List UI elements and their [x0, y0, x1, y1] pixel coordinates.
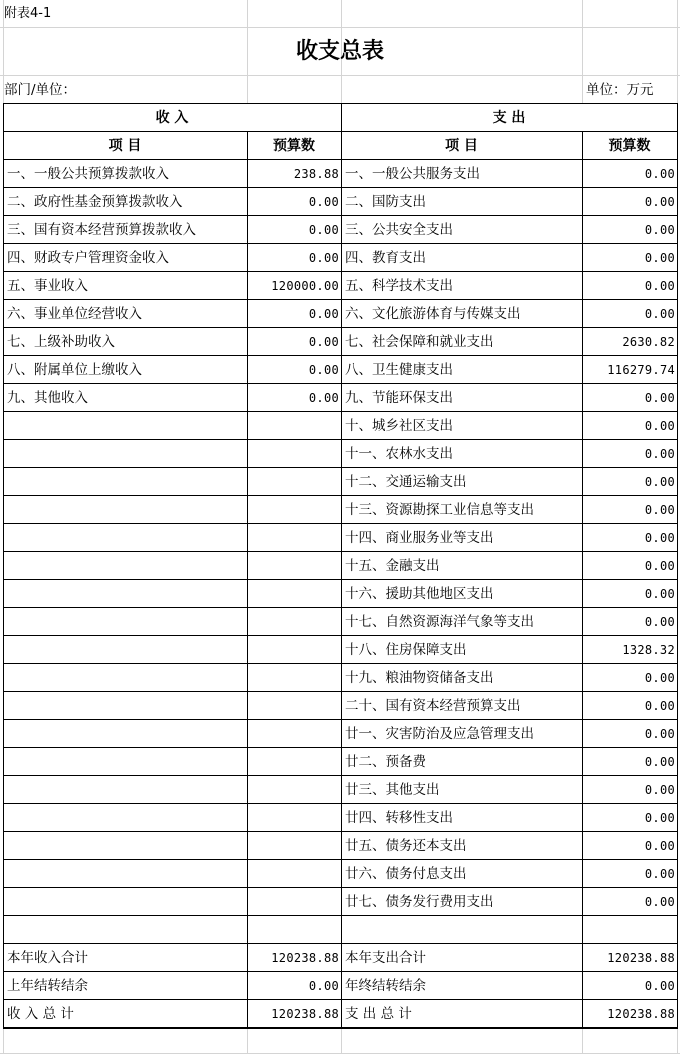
gridline-faint [677, 1026, 678, 1054]
income-item-label: 六、事业单位经营收入 [7, 306, 142, 322]
summary-expense-value: 0.00 [644, 979, 675, 993]
income-item-value: 0.00 [308, 223, 339, 237]
expense-item-value: 0.00 [644, 391, 675, 405]
expense-item-label: 十四、商业服务业等支出 [345, 530, 494, 546]
expense-item-label: 二、国防支出 [345, 194, 426, 210]
income-item-label: 四、财政专户管理资金收入 [7, 250, 169, 266]
income-item-label: 二、政府性基金预算拨款收入 [7, 194, 183, 210]
summary-expense-label: 支 出 总 计 [345, 1006, 412, 1022]
income-item-label: 九、其他收入 [7, 390, 88, 406]
summary-income-label: 本年收入合计 [7, 950, 88, 966]
expense-item-value: 0.00 [644, 867, 675, 881]
summary-income-value: 120238.88 [271, 951, 339, 965]
expense-item-value: 0.00 [644, 895, 675, 909]
expense-item-label: 十九、粮油物资储备支出 [345, 670, 494, 686]
expense-item-label: 二十、国有资本经营预算支出 [345, 698, 521, 714]
income-item-value: 0.00 [308, 335, 339, 349]
expense-item-value: 0.00 [644, 587, 675, 601]
expense-item-value: 0.00 [644, 167, 675, 181]
expense-item-header: 项 目 [445, 138, 478, 154]
income-item-label: 一、一般公共预算拨款收入 [7, 166, 169, 182]
expense-item-label: 十一、农林水支出 [345, 446, 453, 462]
income-item-value: 238.88 [293, 167, 339, 181]
expense-item-value: 0.00 [644, 783, 675, 797]
summary-expense-value: 120238.88 [607, 951, 675, 965]
expense-item-label: 十七、自然资源海洋气象等支出 [345, 614, 534, 630]
income-budget-header: 预算数 [273, 138, 315, 154]
expense-item-value: 0.00 [644, 531, 675, 545]
gridline-faint [247, 1026, 248, 1054]
expense-item-label: 十二、交通运输支出 [345, 474, 467, 490]
expense-item-value: 0.00 [644, 307, 675, 321]
summary-income-value: 120238.88 [271, 1007, 339, 1021]
expense-item-label: 五、科学技术支出 [345, 278, 453, 294]
expense-item-label: 三、公共安全支出 [345, 222, 453, 238]
expense-item-value: 0.00 [644, 671, 675, 685]
summary-income-label: 收 入 总 计 [7, 1006, 74, 1022]
expense-item-value: 0.00 [644, 839, 675, 853]
page-title: 收支总表 [295, 39, 384, 64]
expense-section-header: 支 出 [492, 110, 526, 126]
expense-item-value: 0.00 [644, 195, 675, 209]
expense-item-value: 0.00 [644, 811, 675, 825]
expense-item-label: 廿一、灾害防治及应急管理支出 [345, 726, 534, 742]
summary-expense-value: 120238.88 [607, 1007, 675, 1021]
summary-income-label: 上年结转结余 [7, 978, 88, 994]
expense-item-value: 0.00 [644, 279, 675, 293]
expense-item-label: 七、社会保障和就业支出 [345, 334, 494, 350]
gridline-faint [341, 1026, 342, 1054]
expense-item-value: 0.00 [644, 223, 675, 237]
expense-item-label: 廿五、债务还本支出 [345, 838, 467, 854]
expense-item-value: 1328.32 [622, 643, 675, 657]
expense-item-label: 十八、住房保障支出 [345, 642, 467, 658]
expense-item-value: 0.00 [644, 755, 675, 769]
income-item-label: 八、附属单位上缴收入 [7, 362, 142, 378]
income-item-value: 0.00 [308, 195, 339, 209]
expense-item-label: 十三、资源勘探工业信息等支出 [345, 502, 534, 518]
expense-item-label: 十五、金融支出 [345, 558, 440, 574]
expense-item-value: 0.00 [644, 699, 675, 713]
summary-expense-label: 本年支出合计 [345, 950, 426, 966]
summary-expense-label: 年终结转结余 [345, 978, 426, 994]
income-item-label: 五、事业收入 [7, 278, 88, 294]
expense-item-label: 一、一般公共服务支出 [345, 166, 480, 182]
expense-item-value: 116279.74 [607, 363, 675, 377]
unit-label: 单位：万元 [586, 82, 654, 98]
expense-item-label: 廿四、转移性支出 [345, 810, 453, 826]
income-item-value: 0.00 [308, 391, 339, 405]
expense-item-value: 0.00 [644, 419, 675, 433]
expense-item-label: 廿二、预备费 [345, 754, 426, 770]
expense-item-value: 0.00 [644, 503, 675, 517]
expense-item-value: 0.00 [644, 475, 675, 489]
expense-item-value: 0.00 [644, 447, 675, 461]
expense-budget-header: 预算数 [608, 138, 651, 154]
income-item-header: 项 目 [108, 138, 142, 154]
expense-item-value: 0.00 [644, 615, 675, 629]
income-item-value: 120000.00 [271, 279, 339, 293]
expense-item-value: 0.00 [644, 251, 675, 265]
expense-item-label: 八、卫生健康支出 [345, 362, 453, 378]
income-item-value: 0.00 [308, 251, 339, 265]
expense-item-label: 廿七、债务发行费用支出 [345, 894, 494, 910]
expense-item-value: 0.00 [644, 727, 675, 741]
income-item-value: 0.00 [308, 363, 339, 377]
department-label: 部门/单位： [4, 82, 77, 98]
expense-item-label: 廿六、债务付息支出 [345, 866, 467, 882]
income-item-label: 三、国有资本经营预算拨款收入 [7, 222, 196, 238]
expense-item-value: 0.00 [644, 559, 675, 573]
expense-item-label: 廿三、其他支出 [345, 782, 440, 798]
income-section-header: 收 入 [155, 110, 189, 126]
expense-item-label: 十、城乡社区支出 [345, 418, 453, 434]
expense-item-label: 四、教育支出 [345, 250, 426, 266]
gridline-faint [582, 1026, 583, 1054]
expense-item-label: 九、节能环保支出 [345, 390, 453, 406]
gridline [677, 103, 678, 1029]
summary-income-value: 0.00 [308, 979, 339, 993]
expense-item-label: 十六、援助其他地区支出 [345, 586, 494, 602]
expense-item-label: 六、文化旅游体育与传媒支出 [345, 306, 521, 322]
income-item-value: 0.00 [308, 307, 339, 321]
expense-item-value: 2630.82 [622, 335, 675, 349]
income-item-label: 七、上级补助收入 [7, 334, 115, 350]
sheet-label: 附表4-1 [4, 6, 52, 21]
